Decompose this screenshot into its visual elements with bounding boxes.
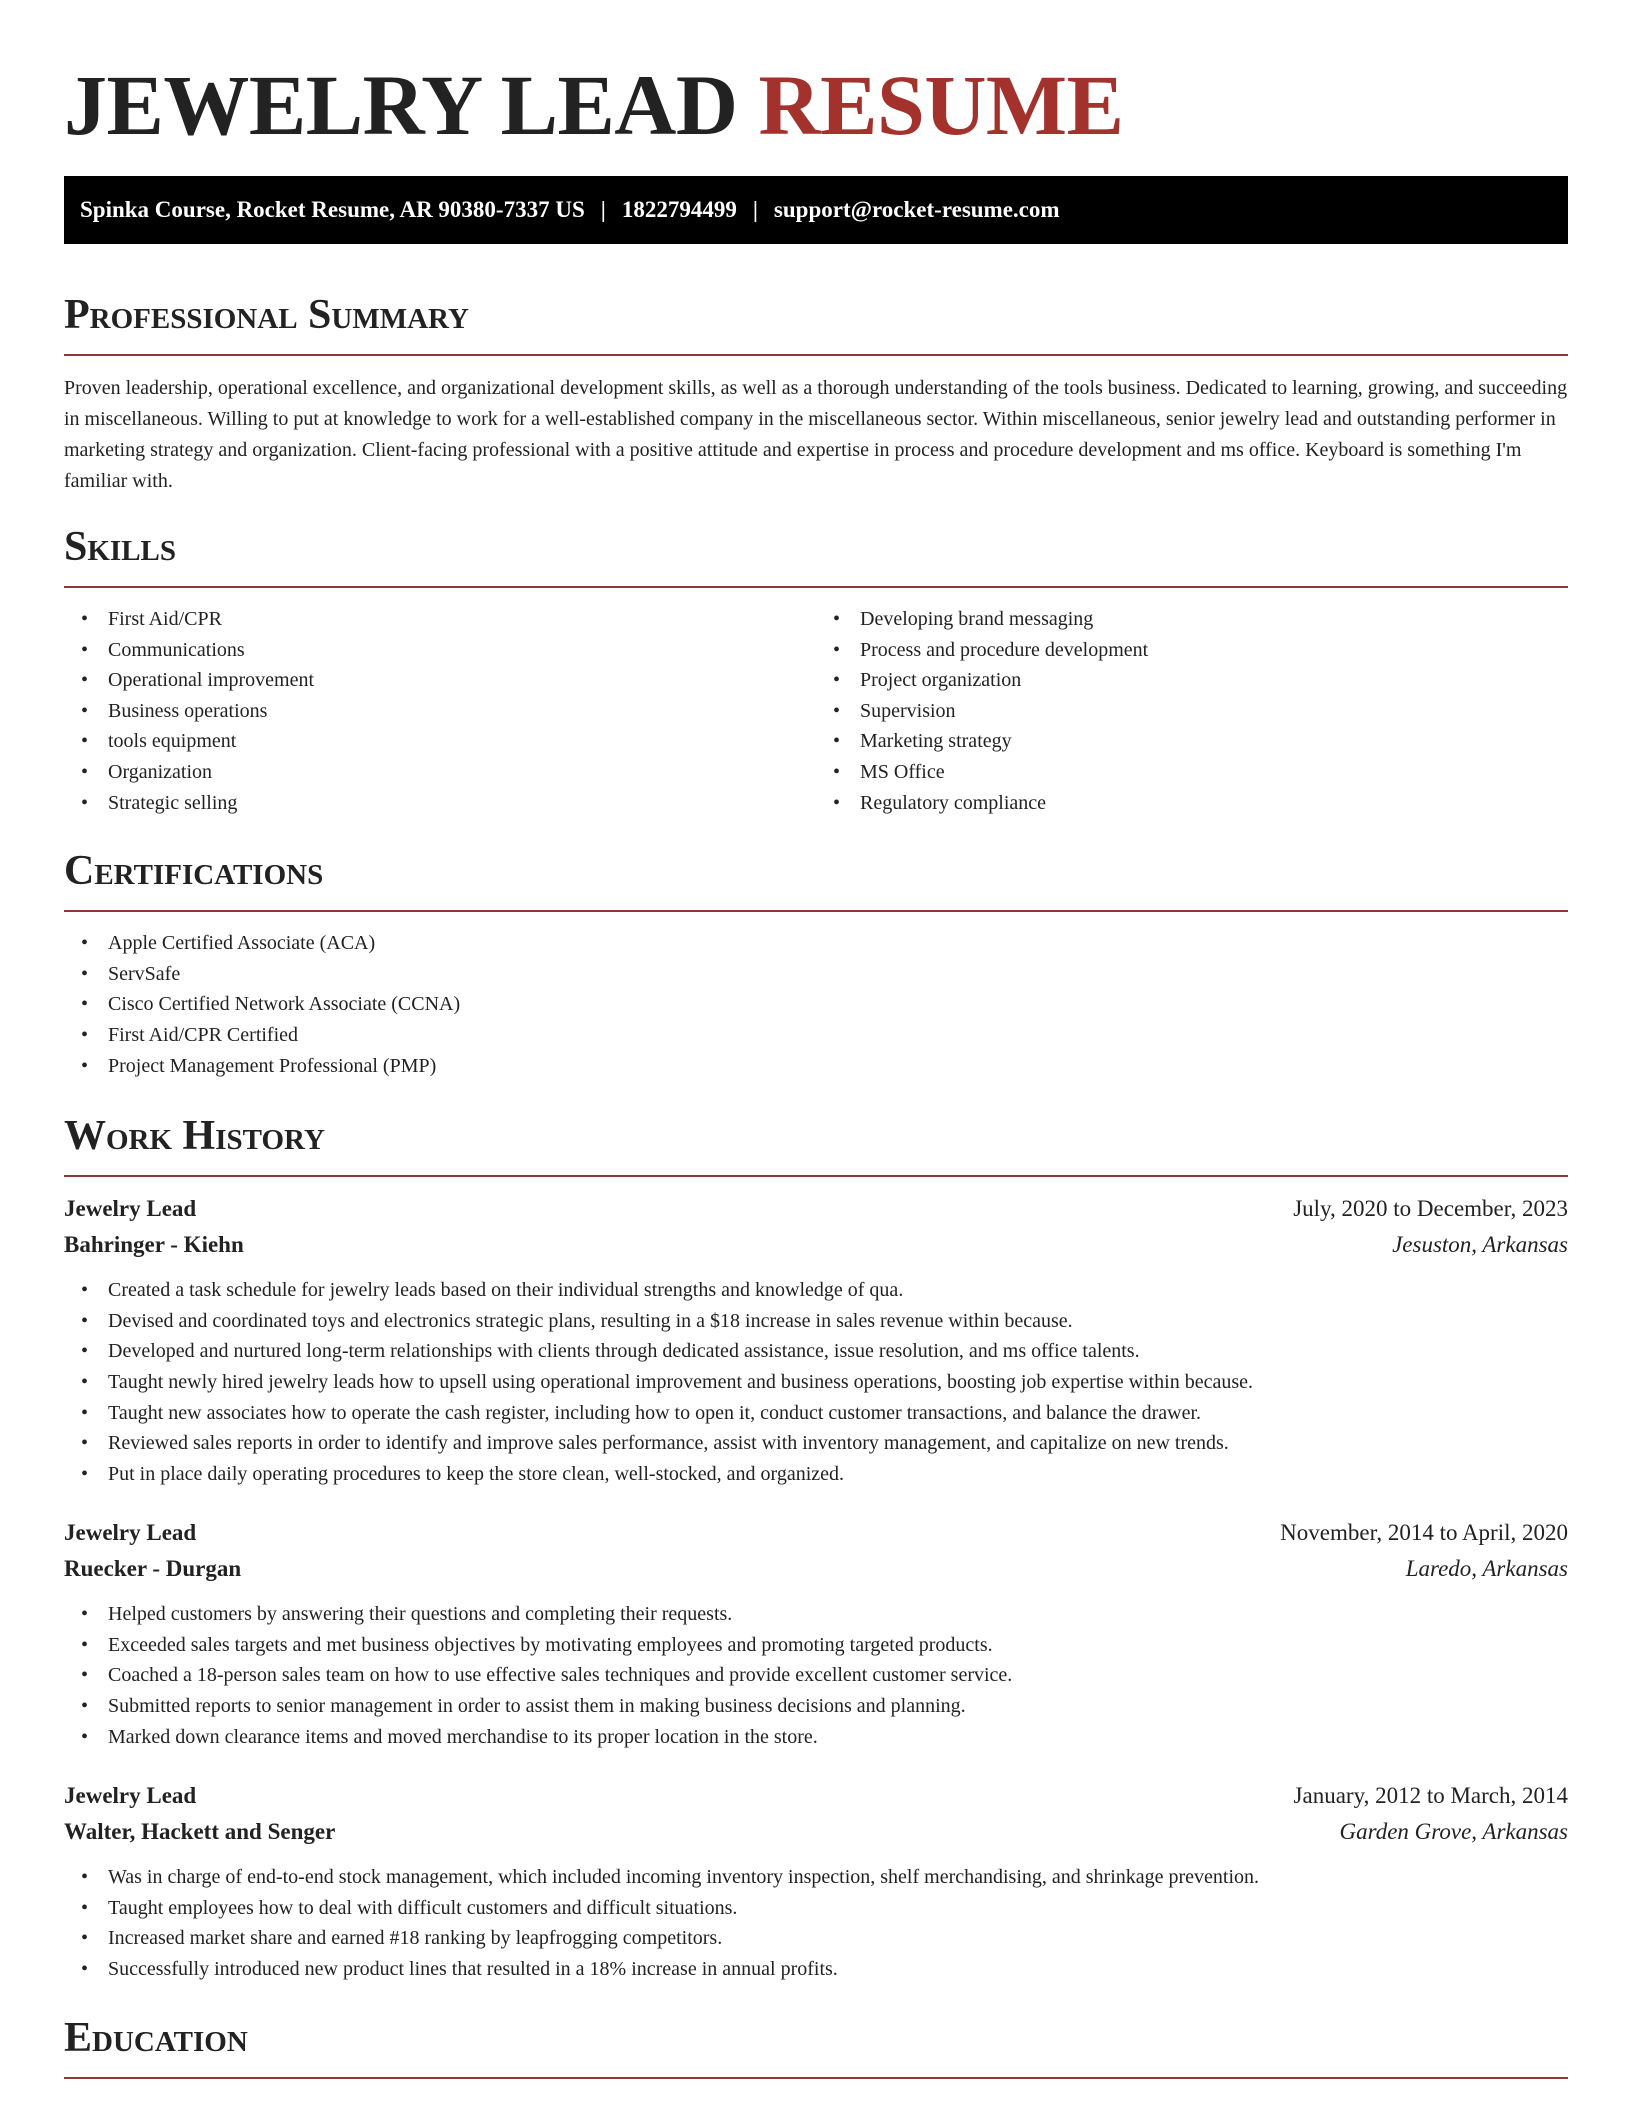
skill-item: • Supervision: [860, 696, 1568, 727]
job-entry: [64, 1515, 1568, 1752]
job-bullet: • Reviewed sales reports in order to identify and improve sales performance, assist with inventory management, and capitalize on new trends.: [108, 1428, 1568, 1459]
section-divider: [64, 2077, 1568, 2079]
section-divider: [64, 1175, 1568, 1177]
job-location: Laredo, Arkansas: [1405, 1556, 1568, 1582]
skills-list-left: [64, 604, 816, 818]
job-bullet: • Marked down clearance items and moved merchandise to its proper location in the store.: [108, 1722, 1568, 1753]
job-dates: July, 2020 to December, 2023: [1293, 1196, 1568, 1222]
education-section: [64, 2013, 1568, 2079]
skills-heading: Skills: [64, 524, 177, 570]
job-bullet: • Submitted reports to senior management in order to assist them in making business decisions and planning.: [108, 1691, 1568, 1722]
job-location: Garden Grove, Arkansas: [1339, 1819, 1568, 1845]
job-bullets: [64, 1599, 1568, 1752]
contact-bar: [64, 176, 1568, 244]
skills-section: [64, 522, 1568, 818]
job-bullet: • Increased market share and earned #18 ranking by leapfrogging competitors.: [108, 1923, 1568, 1954]
job-dates: November, 2014 to April, 2020: [1280, 1520, 1568, 1546]
resume-title: [64, 0, 1568, 176]
skill-item: • Operational improvement: [108, 665, 816, 696]
job-bullet: • Taught employees how to deal with difficult customers and difficult situations.: [108, 1893, 1568, 1924]
work-history-section: [64, 1111, 1568, 1985]
certification-item: • Cisco Certified Network Associate (CCNA): [108, 989, 1568, 1020]
job-entry: [64, 1778, 1568, 1984]
job-header: [64, 1778, 1568, 1814]
job-bullet: • Created a task schedule for jewelry leads based on their individual strengths and knowledge of qua.: [108, 1275, 1568, 1306]
summary-text: Proven leadership, operational excellence, and organizational development skills, as well as a thorough understanding of the tools business. Dedicated to learning, growing, and succeeding in miscellaneous. Willing to put at knowledge to work for a well-established company in the miscellaneous sector. Within miscellaneous, senior jewelry lead and outstanding performer in marketing strategy and organization. Client-facing professional with a positive attitude and expertise in process and procedure development and ms office. Keyboard is something I'm familiar with.: [64, 377, 1568, 492]
job-role: Jewelry Lead: [64, 1783, 197, 1809]
job-bullet: • Developed and nurtured long-term relationships with clients through dedicated assistance, issue resolution, and ms office talents.: [108, 1336, 1568, 1367]
summary-section: [64, 290, 1568, 497]
section-divider: [64, 910, 1568, 912]
skill-item: • Project organization: [860, 665, 1568, 696]
work-history-heading: Work History: [64, 1113, 325, 1160]
contact-email[interactable]: support@rocket-resume.com: [773, 197, 1060, 222]
job-dates: January, 2012 to March, 2014: [1293, 1783, 1568, 1809]
certification-item: • Project Management Professional (PMP): [108, 1051, 1568, 1082]
skill-item: • Process and procedure development: [860, 635, 1568, 666]
contact-phone[interactable]: 1822794499: [621, 197, 737, 222]
skill-item: • Strategic selling: [108, 788, 816, 819]
job-company: Ruecker - Durgan: [64, 1556, 242, 1582]
job-subheader: [64, 1551, 1568, 1587]
job-subheader: [64, 1227, 1568, 1263]
job-bullet: • Exceeded sales targets and met business objectives by motivating employees and promoting targeted products.: [108, 1630, 1568, 1661]
title-main: JEWELRY LEAD: [64, 57, 738, 153]
section-divider: [64, 354, 1568, 356]
skill-item: • Organization: [108, 757, 816, 788]
job-company: Walter, Hackett and Senger: [64, 1819, 336, 1845]
skill-item: • Regulatory compliance: [860, 788, 1568, 819]
job-subheader: [64, 1814, 1568, 1850]
section-divider: [64, 586, 1568, 588]
skill-item: • Developing brand messaging: [860, 604, 1568, 635]
job-role: Jewelry Lead: [64, 1520, 197, 1546]
job-bullet: • Successfully introduced new product lines that resulted in a 18% increase in annual profits.: [108, 1954, 1568, 1985]
summary-heading: Professional Summary: [64, 292, 469, 338]
job-role: Jewelry Lead: [64, 1196, 197, 1222]
job-bullet: • Coached a 18-person sales team on how to use effective sales techniques and provide excellent customer service.: [108, 1660, 1568, 1691]
job-bullet: • Taught new associates how to operate the cash register, including how to open it, conduct customer transactions, and balance the drawer.: [108, 1398, 1568, 1429]
job-header: [64, 1191, 1568, 1227]
job-bullets: [64, 1862, 1568, 1984]
job-header: [64, 1515, 1568, 1551]
skill-item: • MS Office: [860, 757, 1568, 788]
job-bullets: [64, 1275, 1568, 1489]
certification-item: • ServSafe: [108, 959, 1568, 990]
skill-item: • Marketing strategy: [860, 726, 1568, 757]
job-bullet: • Put in place daily operating procedures to keep the store clean, well-stocked, and organized.: [108, 1459, 1568, 1490]
job-bullet: • Devised and coordinated toys and electronics strategic plans, resulting in a $18 increase in sales revenue within because.: [108, 1306, 1568, 1337]
contact-separator: |: [752, 197, 758, 222]
certifications-section: [64, 846, 1568, 1081]
job-bullet: • Was in charge of end-to-end stock management, which included incoming inventory inspection, shelf merchandising, and shrinkage prevention.: [108, 1862, 1568, 1893]
certifications-list: [64, 928, 1568, 1081]
skills-grid: [64, 604, 1568, 818]
title-accent: RESUME: [758, 57, 1124, 153]
skill-item: • Business operations: [108, 696, 816, 727]
job-bullet: • Helped customers by answering their questions and completing their requests.: [108, 1599, 1568, 1630]
certification-item: • First Aid/CPR Certified: [108, 1020, 1568, 1051]
certification-item: • Apple Certified Associate (ACA): [108, 928, 1568, 959]
job-bullet: • Taught newly hired jewelry leads how to upsell using operational improvement and business operations, boosting job expertise within because.: [108, 1367, 1568, 1398]
skills-list-right: [816, 604, 1568, 818]
education-heading: Education: [64, 2014, 248, 2061]
contact-separator: |: [600, 197, 606, 222]
skill-item: • First Aid/CPR: [108, 604, 816, 635]
job-location: Jesuston, Arkansas: [1392, 1232, 1568, 1258]
skill-item: • Communications: [108, 635, 816, 666]
job-entry: [64, 1191, 1568, 1489]
contact-address: Spinka Course, Rocket Resume, AR 90380-7337 US: [80, 197, 585, 222]
certifications-heading: Certifications: [64, 848, 324, 895]
skill-item: • tools equipment: [108, 726, 816, 757]
job-company: Bahringer - Kiehn: [64, 1232, 244, 1258]
